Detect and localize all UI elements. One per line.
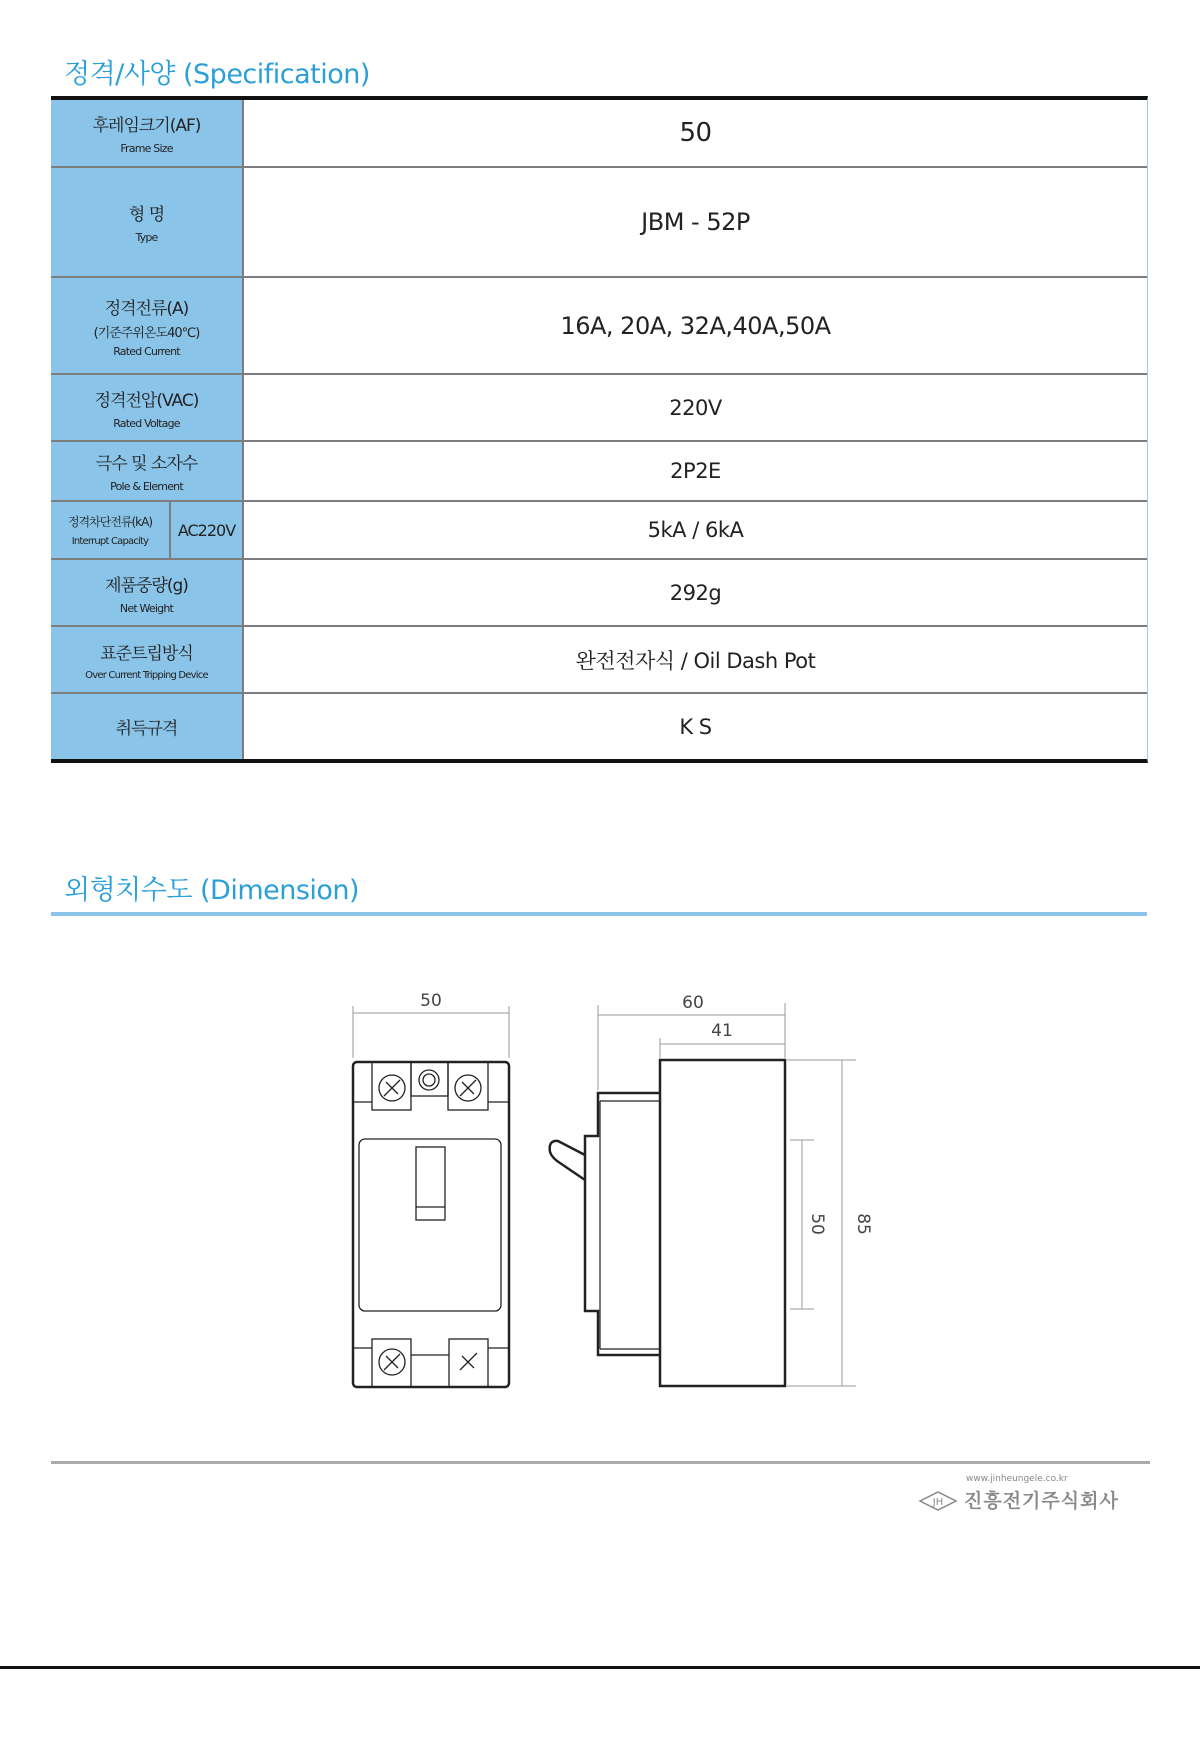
label-ko: 정격전류(A) bbox=[104, 298, 189, 319]
label-sub: AC220V bbox=[177, 520, 236, 540]
company-name: 진흥전기주식회사 bbox=[964, 1490, 1119, 1512]
value: 2P2E bbox=[670, 459, 721, 483]
value: 16A, 20A, 32A,40A,50A bbox=[560, 311, 831, 340]
value: 220V bbox=[669, 395, 722, 420]
label-en: Rated Voltage bbox=[113, 416, 180, 430]
svg-text:JH: JH bbox=[932, 1497, 944, 1508]
website-url: www.jinheungele.co.kr bbox=[966, 1474, 1068, 1484]
dimension-title: 외형치수도 (Dimension) bbox=[64, 875, 360, 906]
value: 완전전자식 / Oil Dash Pot bbox=[575, 648, 816, 673]
value: K S bbox=[679, 714, 712, 739]
label-en: Pole & Element bbox=[110, 480, 183, 493]
value: JBM - 52P bbox=[641, 208, 750, 236]
label-en: Net Weight bbox=[119, 601, 174, 615]
spec-title: 정격/사양 (Specification) bbox=[64, 59, 370, 90]
dim-body-depth: 41 bbox=[711, 1021, 733, 1041]
label-ko: 취득규격 bbox=[115, 719, 178, 739]
value: 292g bbox=[669, 580, 722, 605]
side-view bbox=[550, 1060, 785, 1386]
label-en: Over Current Tripping Device bbox=[85, 669, 208, 681]
company-logo bbox=[918, 1474, 1119, 1513]
dim-mount-height: 50 bbox=[807, 1213, 827, 1235]
label-ko: 후레임크기(AF) bbox=[92, 116, 201, 136]
footer-divider bbox=[51, 1461, 1150, 1464]
label-ko: 정격차단전류(kA) bbox=[67, 515, 153, 529]
label-ko: 형 명 bbox=[128, 205, 165, 225]
jh-logo-icon bbox=[918, 1489, 958, 1513]
value: 5kA / 6kA bbox=[647, 518, 744, 542]
label-en: Interrupt Capacity bbox=[71, 536, 149, 547]
value: 50 bbox=[679, 118, 712, 148]
label-ko: 극수 및 소자수 bbox=[95, 454, 198, 474]
label-ko: 제품중량(g) bbox=[105, 575, 188, 596]
label-en: Frame Size bbox=[120, 142, 173, 155]
label-note: (기준주위온도40℃) bbox=[93, 325, 200, 341]
label-ko: 표준트립방식 bbox=[100, 643, 193, 664]
front-view bbox=[353, 1062, 509, 1387]
label-en: Type bbox=[135, 231, 158, 244]
bottom-divider bbox=[0, 1666, 1200, 1669]
label-en: Rated Current bbox=[113, 344, 180, 358]
dim-height: 85 bbox=[853, 1213, 873, 1235]
label-ko: 정격전압(VAC) bbox=[94, 390, 199, 411]
dim-front-width: 50 bbox=[420, 991, 442, 1011]
dim-side-depth: 60 bbox=[682, 993, 704, 1013]
